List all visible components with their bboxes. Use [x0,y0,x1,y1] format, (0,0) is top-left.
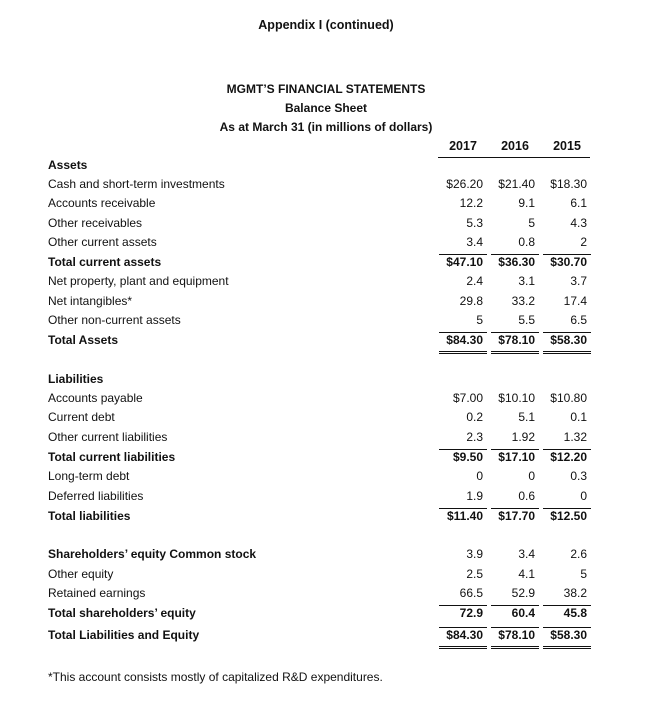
row-label: Liabilities [48,372,104,386]
row-label: Total shareholders’ equity [48,606,196,620]
total-rule [543,508,591,509]
total-rule [491,332,539,333]
value-cell: $12.50 [550,509,587,523]
statement-subtitle: Balance Sheet [284,101,368,115]
value-cell: 5.3 [466,216,483,230]
value-cell: 0.2 [466,410,483,424]
value-cell: 6.5 [570,313,587,327]
total-rule [439,508,487,509]
row-label: Total current liabilities [48,450,176,464]
value-cell: 29.8 [459,294,483,308]
value-cell: 2 [580,235,587,249]
value-cell: $36.30 [498,255,535,269]
row-label: Net intangibles* [48,294,133,308]
double-total-rule [439,646,487,649]
appendix-heading: Appendix I (continued) [258,18,394,32]
value-cell: 1.9 [466,489,483,503]
total-rule [491,449,539,450]
double-total-rule [439,351,487,354]
row-label: Total liabilities [48,509,131,523]
row-label: Current debt [48,410,115,424]
value-cell: $10.10 [498,391,535,405]
row-label: Other receivables [48,216,143,230]
value-cell: $21.40 [498,177,535,191]
value-cell: 5 [528,216,535,230]
value-cell: $58.30 [550,628,587,642]
table-row [0,216,652,235]
table-row [0,235,652,254]
table-row [0,450,652,469]
table-row [0,628,652,647]
value-cell: 66.5 [459,586,483,600]
table-row [0,391,652,410]
value-cell: 17.4 [563,294,587,308]
table-row [0,586,652,605]
value-cell: $12.20 [550,450,587,464]
value-cell: 2.5 [466,567,483,581]
total-rule [439,627,487,628]
value-cell: 12.2 [459,196,483,210]
value-cell: 38.2 [563,586,587,600]
value-cell: $47.10 [446,255,483,269]
total-rule [491,605,539,606]
value-cell: 3.7 [570,274,587,288]
row-label: Net property, plant and equipment [48,274,229,288]
statement-date: As at March 31 (in millions of dollars) [219,120,433,134]
value-cell: $17.70 [498,509,535,523]
table-row [0,547,652,566]
row-label: Accounts payable [48,391,143,405]
total-rule [543,332,591,333]
table-row [0,469,652,488]
value-cell: 6.1 [570,196,587,210]
row-label: Retained earnings [48,586,146,600]
table-row [0,294,652,313]
table-row [0,196,652,215]
value-cell: 52.9 [511,586,535,600]
value-cell: $7.00 [452,391,483,405]
total-rule [439,332,487,333]
value-cell: $84.30 [446,628,483,642]
table-row [0,158,652,177]
row-label: Other non-current assets [48,313,181,327]
row-label: Long-term debt [48,469,130,483]
value-cell: 3.9 [466,547,483,561]
year-header-2017: 2017 [449,139,477,153]
table-row [0,255,652,274]
value-cell: 5.5 [518,313,535,327]
value-cell: $17.10 [498,450,535,464]
total-rule [543,627,591,628]
row-label: Deferred liabilities [48,489,144,503]
value-cell: 1.32 [563,430,587,444]
row-label: Other equity [48,567,114,581]
value-cell: $18.30 [550,177,587,191]
total-rule [543,254,591,255]
row-label: Shareholders’ equity Common stock [48,547,257,561]
value-cell: $58.30 [550,333,587,347]
value-cell: 3.1 [518,274,535,288]
value-cell: 0 [528,469,535,483]
value-cell: $78.10 [498,333,535,347]
table-row [0,274,652,293]
value-cell: 72.9 [459,606,483,620]
row-label: Total Assets [48,333,119,347]
table-row [0,430,652,449]
value-cell: 5 [476,313,483,327]
table-row [0,567,652,586]
value-cell: 0.6 [518,489,535,503]
value-cell: $78.10 [498,628,535,642]
table-row [0,509,652,528]
footnote: *This account consists mostly of capitalized R&D expenditures. [48,670,383,684]
table-row [0,606,652,625]
value-cell: 4.3 [570,216,587,230]
value-cell: 33.2 [511,294,535,308]
double-total-rule [543,646,591,649]
table-row [0,313,652,332]
total-rule [491,254,539,255]
value-cell: 1.92 [511,430,535,444]
total-rule [491,508,539,509]
value-cell: 5.1 [518,410,535,424]
double-total-rule [491,351,539,354]
value-cell: 2.6 [570,547,587,561]
row-label: Accounts receivable [48,196,156,210]
value-cell: $26.20 [446,177,483,191]
value-cell: 0.8 [518,235,535,249]
double-total-rule [491,646,539,649]
value-cell: 3.4 [518,547,535,561]
value-cell: 9.1 [518,196,535,210]
total-rule [543,605,591,606]
value-cell: $30.70 [550,255,587,269]
total-rule [491,627,539,628]
value-cell: 2.4 [466,274,483,288]
table-row [0,177,652,196]
table-row [0,333,652,352]
row-label: Assets [48,158,88,172]
value-cell: 0.3 [570,469,587,483]
row-label: Cash and short-term investments [48,177,225,191]
value-cell: 0.1 [570,410,587,424]
table-row [0,410,652,429]
table-row [0,372,652,391]
total-rule [439,449,487,450]
total-rule [543,449,591,450]
double-total-rule [543,351,591,354]
row-label: Total Liabilities and Equity [48,628,200,642]
value-cell: 60.4 [511,606,535,620]
value-cell: 0 [580,489,587,503]
value-cell: 2.3 [466,430,483,444]
value-cell: $84.30 [446,333,483,347]
value-cell: 3.4 [466,235,483,249]
value-cell: 45.8 [563,606,587,620]
row-label: Other current liabilities [48,430,168,444]
row-label: Other current assets [48,235,157,249]
year-header-2016: 2016 [501,139,529,153]
statement-title: MGMT’S FINANCIAL STATEMENTS [226,82,426,96]
value-cell: $9.50 [452,450,483,464]
value-cell: 4.1 [518,567,535,581]
table-row [0,489,652,508]
row-label: Total current assets [48,255,162,269]
value-cell: 0 [476,469,483,483]
value-cell: $10.80 [550,391,587,405]
year-header-2015: 2015 [553,139,581,153]
value-cell: $11.40 [446,509,483,523]
total-rule [439,254,487,255]
value-cell: 5 [580,567,587,581]
total-rule [439,605,487,606]
